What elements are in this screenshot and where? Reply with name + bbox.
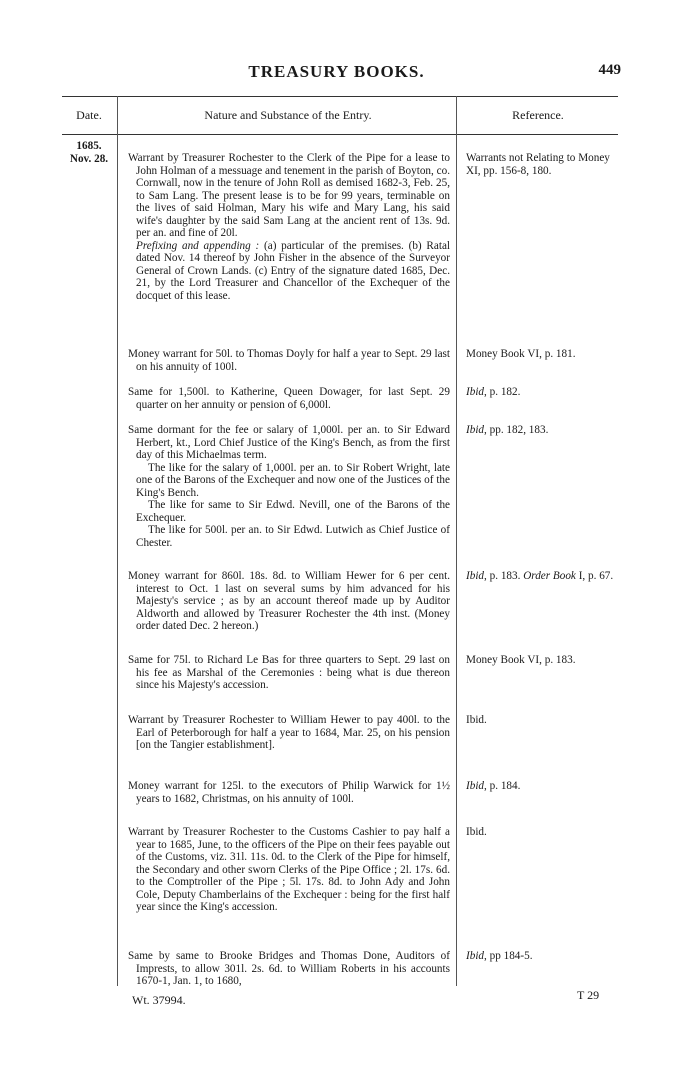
ref-le-bas: Money Book VI, p. 183. <box>466 654 576 666</box>
footer-signature: T 29 <box>577 988 600 1002</box>
ref-order-book-pages: I, p. 67. <box>578 570 614 582</box>
entry-sub-lutwich: The like for 500l. per an. to Sir Edwd. Lutwich as Chief Justice of Chester. <box>136 524 450 549</box>
ref-ibid: Ibid <box>466 424 485 436</box>
entry-text: Same dormant for the fee or salary of 1,000l. per an. to Sir Edward Herbert, kt., Lord Chief Justice of the King's Bench, as from the first day of this Michaelmas term. <box>128 424 450 461</box>
column-divider-right <box>456 96 457 986</box>
ref-pages: , p. 182. <box>484 386 521 398</box>
entry-text: Warrant by Treasurer Rochester to William Hewer to pay 400l. to the Earl of Peterborough for half a year to 1684, Mar. 25, on his pension [on the Tangier establishment]. <box>128 714 450 751</box>
entry-sub-nevill: The like for same to Sir Edwd. Nevill, one of the Barons of the Exchequer. <box>136 499 450 524</box>
page-header-title: TREASURY BOOKS. <box>248 62 425 81</box>
entry-queen-dowager <box>128 386 450 411</box>
entry-text: Money warrant for 860l. 18s. 8d. to William Hewer for 6 per cent. interest to Oct. 1 last on several sums by him advanced for his Majesty's service ; as by an account thereof made up by Auditor Aldworth and allowed by Treasurer Rochester the 4th inst. (Money order dated Dec. 2 hereon.) <box>128 570 450 632</box>
date-day: Nov. 28. <box>69 152 109 165</box>
footer-print-mark: Wt. 37994. <box>132 993 186 1007</box>
entry-text: Same by same to Brooke Bridges and Thomas Done, Auditors of Imprests, to allow 301l. 2s. 6d. to William Roberts in his accounts 1670-1, Jan. 1, to 1680, <box>128 950 450 987</box>
ref-doyly: Money Book VI, p. 181. <box>466 348 576 360</box>
ref-bridges-done <box>466 950 618 963</box>
ref-queen-dowager <box>466 386 618 399</box>
entry-text: Same for 75l. to Richard Le Bas for three quarters to Sept. 29 last on his fee as Marshal of the Ceremonies : being what is due thereon since his Majesty's accession. <box>128 654 450 691</box>
ref-ibid: Ibid <box>466 780 485 792</box>
ref-warwick <box>466 780 618 793</box>
prefix-text: (a) particular of the premises. (b) Ratal dated Nov. 14 thereof by John Fisher in the absence of the Surveyor General of Crown Lands. (c) Entry of the signature dated 1685, Dec. 21, by the Lord Treasurer and Chancellor of the Exchequer of the docquet of this lease. <box>136 239 451 302</box>
ref-pages: , p. 183. <box>484 570 521 582</box>
ref-hewer-interest <box>466 570 618 583</box>
date-year: 1685. <box>76 140 102 152</box>
entry-text: Warrant by Treasurer Rochester to the Customs Cashier to pay half a year to 1685, June, to the officers of the Pipe on their fees payable out of the Customs, viz. 31l. 11s. 0d. to the Clerk of the Pipe for himself, the Secondary and other sworn Clerks of the Pipe Office ; 2l. 17s. 6d. to the Comptroller of the Pipe ; 5l. 17s. 8d. to John Ady and John Cole, Deputy Chamberlains of the Exchequer : being for the first half year since the King's accession. <box>128 826 450 913</box>
ref-lease-holman: Warrants not Relating to Money XI, pp. 156-8, 180. <box>466 152 610 177</box>
ref-pages: , pp. 182, 183. <box>484 424 549 436</box>
page-number: 449 <box>598 62 621 78</box>
column-header-date: Date. <box>76 108 102 122</box>
entry-text: Money warrant for 50l. to Thomas Doyly for half a year to Sept. 29 last on his annuity of 100l. <box>128 348 450 373</box>
entry-sub-wright: The like for the salary of 1,000l. per an. to Sir Robert Wright, late one of the Barons of the Exchequer and now one of the Justices of the King's Bench. <box>136 461 450 499</box>
entry-lease-holman <box>128 152 450 302</box>
ref-order-book: Order Book <box>523 570 576 582</box>
ref-customs-cashier: Ibid. <box>466 826 487 838</box>
ref-pages: , pp 184-5. <box>484 950 533 962</box>
entry-customs-cashier <box>128 826 450 914</box>
entry-herbert-salary <box>128 424 450 549</box>
top-rule <box>62 96 618 97</box>
entry-text: Same for 1,500l. to Katherine, Queen Dowager, for last Sept. 29 quarter on her annuity or pension of 6,000l. <box>128 386 450 411</box>
entry-doyly <box>128 348 450 373</box>
header-bottom-rule <box>62 134 618 135</box>
ref-pages: , p. 184. <box>484 780 521 792</box>
ref-peterborough: Ibid. <box>466 714 487 726</box>
ref-ibid: Ibid <box>466 570 485 582</box>
entry-text: Money warrant for 125l. to the executors of Philip Warwick for 1½ years to 1682, Christmas, on his annuity of 100l. <box>128 780 450 805</box>
entry-warwick <box>128 780 450 805</box>
entry-prefix <box>128 240 450 303</box>
entry-peterborough <box>128 714 450 752</box>
ref-ibid: Ibid <box>466 386 485 398</box>
date-cell <box>62 140 116 165</box>
column-divider-left <box>117 96 118 986</box>
ref-ibid: Ibid <box>466 950 485 962</box>
entry-hewer-interest <box>128 570 450 633</box>
column-header-nature: Nature and Substance of the Entry. <box>204 108 372 122</box>
prefix-label: Prefixing and appending : <box>136 239 260 252</box>
entry-bridges-done <box>128 950 450 988</box>
ref-herbert-salary <box>466 424 618 437</box>
entry-le-bas <box>128 654 450 692</box>
column-header-reference: Reference. <box>512 108 564 122</box>
entry-text: Warrant by Treasurer Rochester to the Clerk of the Pipe for a lease to John Holman of a messuage and tenement in the parish of Boyton, co. Cornwall, now in the tenure of John Roll as demised 1682-3, Feb. 25, to Sam Lang. The present lease is to be for 99 years, terminable on the lives of said Holman, Mary his wife and Mary Lang, his said wife's daughter by the said Sam Lang at the ancient rent of 13s. 9d. per an. and fine of 20l. <box>128 152 450 239</box>
